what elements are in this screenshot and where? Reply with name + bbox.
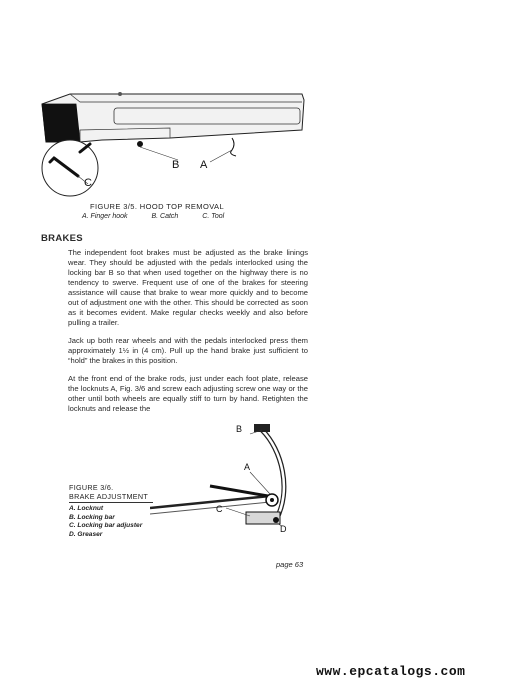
paragraph: The independent foot brakes must be adjusted as the brake linings wear. They should be adjusted with the pedals interlocked using the locking bar B so that when used together on the highway there is no tendency to swerve. Frequent use of one of the brakes for steering assistance will cause that brake to wear more quickly and to become out of adjustment one with the other. This should be corrected as soon as it becomes evident. Make regular checks weekly and also before pulling a trailer. [68,248,308,327]
figure1-label-b: B [172,159,180,171]
figure1-legend-item: A. Finger hook [82,213,128,220]
figure1-caption: FIGURE 3/5. HOOD TOP REMOVAL [90,202,225,211]
figure2-divider [69,502,153,503]
figure-brake-adjustment [150,420,320,550]
figure2-caption [69,483,148,501]
figure2-legend-item: A. Locknut [69,505,104,512]
figure2-label-a: A [244,462,251,472]
figure2-label-c: C [216,504,223,514]
figure2-legend [69,505,142,539]
figure1-legend [82,213,246,220]
figure-hood-top-removal [40,80,320,200]
paragraph: At the front end of the brake rods, just under each foot plate, release the locknuts A, Fig. 3/6 and screw each adjusting screw one way or the other until both wheels are equally stiff to turn by hand. Retighten the locknuts and release the [68,374,308,413]
paragraph: Jack up both rear wheels and with the pedals interlocked press them approximately 1½ in (4 cm). Pull up the hand brake just sufficient to “hold” the brakes in this position. [68,336,308,365]
page-number: page 63 [276,560,304,569]
figure1-legend-item: B. Catch [151,213,179,220]
figure1-legend-item: C. Tool [202,213,225,220]
figure1-label-a: A [200,159,208,171]
figure2-legend-item: C. Locking bar adjuster [69,522,143,529]
figure2-legend-item: B. Locking bar [69,513,115,521]
figure2-legend-item: D. Greaser [69,530,103,538]
figure2-label-d: D [280,524,287,534]
figure1-label-c: C [84,177,92,189]
figure2-label-b: B [236,424,243,434]
figure2-caption-line: BRAKE ADJUSTMENT [69,492,149,501]
watermark-url: www.epcatalogs.com [316,664,466,679]
figure2-caption-line: FIGURE 3/6. [69,483,114,492]
section-heading: BRAKES [41,233,83,244]
